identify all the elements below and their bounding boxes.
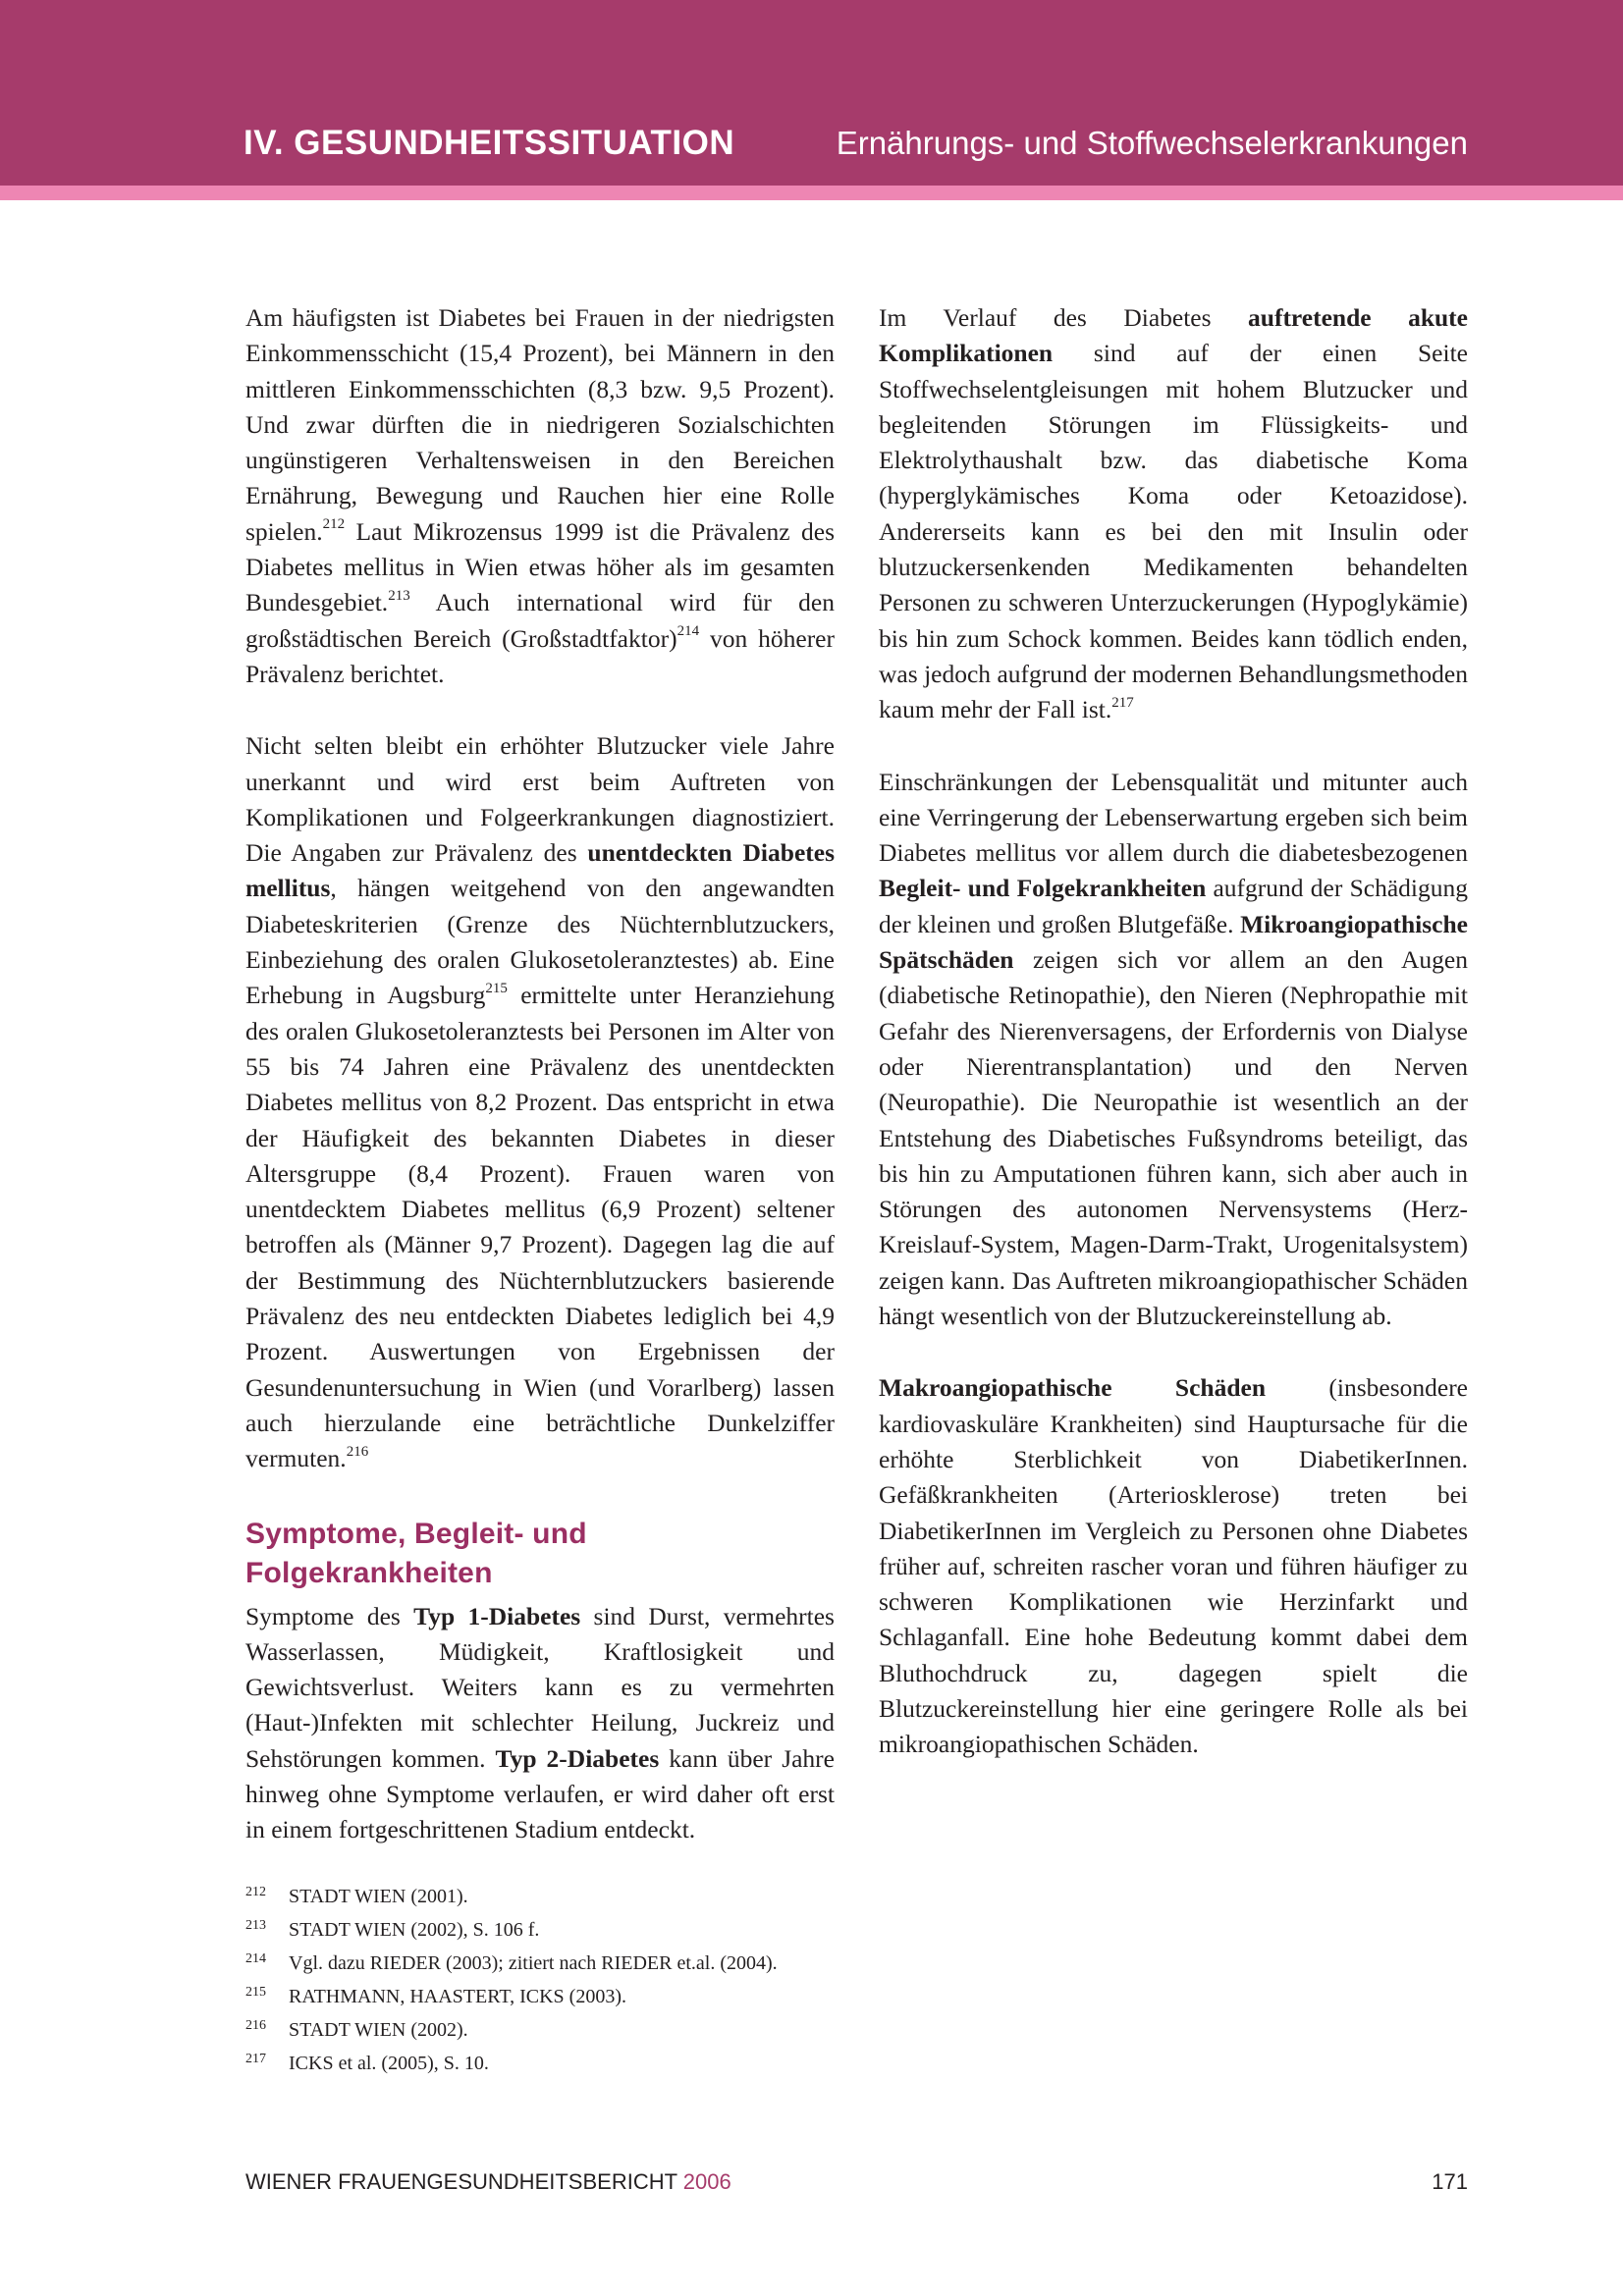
bold-term: Typ 1-Diabetes [413,1601,581,1630]
footnote-number: 215 [245,1985,266,2000]
footnote-ref[interactable]: 214 [676,623,700,640]
report-year: 2006 [682,2169,731,2194]
paragraph: Nicht selten bleibt ein erhöhter Blutzucker viele Jahre unerkannt und wird erst beim Auftreten von Komplikationen und Folgeerkrankungen diagnostiziert. Die Angaben zur Prävalenz des unentdeckten Diabetes mellitus, hängen weitgehend von den angewandten Diabeteskriterien (Grenze des Nüchternblutzuckers, Einbeziehung des oralen Glukosetoleranztestes) ab. Eine Erhebung in Augsburg$^{215}$ ermittelte unter Heranziehung des oralen Glukosetoleranztests bei Personen im Alter von 55 bis 74 Jahren eine Prävalenz des unentdeckten Diabetes mellitus von 8,2 Prozent. Das entspricht in etwa der Häufigkeit des bekannten Diabetes in dieser Altersgruppe (8,4 Prozent). Frauen waren von unentdecktem Diabetes mellitus (6,9 Prozent) seltener betroffen als (Männer 9,7 Prozent). Dagegen lag die auf der Bestimmung des Nüchternblutzuckers basierende Prävalenz des neu entdeckten Diabetes lediglich bei 4,9 Prozent. Auswertungen von Ergebnissen der Gesundenuntersuchung in Wien (und Vorarlberg) lassen auch hierzulande eine beträchtliche Dunkelziffer vermuten.$^{216}$ [245,731,835,1473]
bold-term: Mikroangiopathische Spätschäden [879,909,1468,975]
bold-term: unentdeckten Diabetes mellitus [245,838,835,903]
paragraph: Makroangiopathische Schäden (insbesondere kardiovaskuläre Krankheiten) sind Hauptursache für die erhöhte Sterblichkeit von DiabetikerInnen. Gefäßkrankheiten (Arteriosklerose) treten bei DiabetikerInnen im Vergleich zu Personen ohne Diabetes früher auf, schreiten rascher voran und führen häufiger zu schweren Komplikationen wie Herzinfarkt und Schlaganfall. Eine hohe Bedeutung kommt dabei dem Bluthochdruck zu, dagegen spielt die Blutzuckereinstellung hier eine geringere Rolle als bei mikroangiopathischen Schäden. [879,1373,1469,1759]
footnote-ref[interactable]: 215 [485,980,508,996]
footnote-text: STADT WIEN (2002), S. 106 f. [289,1919,540,1941]
paragraph: Im Verlauf des Diabetes auftretende akute Komplikationen sind auf der einen Seite Stoffwechselentgleisungen mit hohem Blutzucker und begleitenden Störungen im Flüssigkeits- und Elektrolythaushalt bzw. das diabetische Koma (hyperglykämisches Koma oder Ketoazidose). Andererseits kann es bei den mit Insulin oder blutzuckersenkenden Medikamenten behandelten Personen zu schweren Unterzuckerungen (Hypoglykämie) bis hin zum Schock kommen. Beides kann tödlich enden, was jedoch aufgrund der modernen Behandlungsmethoden kaum mehr der Fall ist.$^{217}$ [879,303,1468,724]
bold-term: Begleit- und Folgekrankheiten [879,874,1207,903]
footnote [245,2013,778,2047]
report-title: WIENER FRAUENGESUNDHEITSBERICHT 2006 [245,2169,731,2194]
footnote [245,1980,778,2013]
footnote-text: ICKS et al. (2005), S. 10. [289,2053,489,2074]
footnote-number: 213 [245,1918,266,1933]
page-number: 171 [1432,2169,1468,2194]
bold-term: Typ 2-Diabetes [495,1743,660,1773]
chapter-subtitle: Ernährungs- und Stoffwechselerkrankungen [836,125,1468,161]
footnote-text: RATHMANN, HAASTERT, ICKS (2003). [289,1986,626,2007]
footnote-number: 214 [245,1951,266,1966]
footnote-number: 216 [245,2018,266,2033]
right-column [879,300,1468,1763]
footnote [245,1913,778,1947]
bold-term: Makroangiopathische Schäden [879,1373,1267,1403]
section-heading: Symptome, Begleit- und Folgekrankheiten [245,1517,587,1589]
chapter-title: IV. GESUNDHEITSSITUATION [243,124,735,162]
paragraph: Am häufigsten ist Diabetes bei Frauen in der niedrigsten Einkommensschicht (15,4 Prozent), bei Männern in den mittleren Einkommensschichten (8,3 bzw. 9,5 Prozent). Und zwar dürften die in niedrigeren Sozialschichten ungünstigeren Verhaltensweisen in den Bereichen Ernährung, Bewegung und Rauchen hier eine Rolle spielen.$^{212}$ Laut Mikrozensus 1999 ist die Prävalenz des Diabetes mellitus in Wien etwas höher als im gesamten Bundesgebiet.$^{213}$ Auch international wird für den großstädtischen Bereich (Großstadtfaktor)$^{214}$ von höherer Prävalenz berichtet. [245,303,835,688]
paragraph: Einschränkungen der Lebensqualität und mitunter auch eine Verringerung der Lebenserwartung ergeben sich beim Diabetes mellitus vor allem durch die diabetesbezogenen Begleit- und Folgekrankheiten aufgrund der Schädigung der kleinen und großen Blutgefäße. Mikroangiopathische Spätschäden zeigen sich vor allem an den Augen (diabetische Retinopathie), den Nieren (Nephropathie mit Gefahr des Nierenversagens, der Erfordernis von Dialyse oder Nierentransplantation) und den Nerven (Neuropathie). Die Neuropathie ist wesentlich an der Entstehung des Diabetisches Fußsyndroms beteiligt, das bis hin zu Amputationen führen kann, sich aber auch in Störungen des autonomen Nervensystems (Herz-Kreislauf-System, Magen-Darm-Trakt, Urogenitalsystem) zeigen kann. Das Auftreten mikroangiopathischer Schäden hängt wesentlich von der Blutzuckereinstellung ab. [879,767,1468,1331]
paragraph: Symptome des Typ 1-Diabetes sind Durst, vermehrtes Wasserlassen, Müdigkeit, Kraftlosigkeit und Gewichtsverlust. Weiters kann es zu vermehrten (Haut-)Infekten mit schlechter Heilung, Juckreiz und Sehstörungen kommen. Typ 2-Diabetes kann über Jahre hinweg ohne Symptome verlaufen, er wird daher oft erst in einem fortgeschrittenen Stadium entdeckt. [245,1601,835,1844]
header-accent-stripe [0,186,1623,200]
footnote-ref[interactable]: 212 [322,516,346,533]
footnotes [245,1880,778,2080]
footnote-ref[interactable]: 216 [346,1443,369,1460]
footnote-ref[interactable]: 217 [1111,694,1134,711]
footnote-ref[interactable]: 213 [388,587,410,604]
left-column [245,300,835,1848]
footnote-number: 217 [245,2052,266,2066]
footnote [245,1880,778,1913]
footnote-text: Vgl. dazu RIEDER (2003); zitiert nach RIEDER et.al. (2004). [289,1952,778,1974]
bold-term: auftretende akute Komplikationen [879,303,1468,368]
footnote-text: STADT WIEN (2001). [289,1886,468,1907]
footnote-number: 212 [245,1885,266,1899]
footnote-text: STADT WIEN (2002). [289,2019,468,2041]
footnote [245,1947,778,1980]
footnote [245,2047,778,2080]
